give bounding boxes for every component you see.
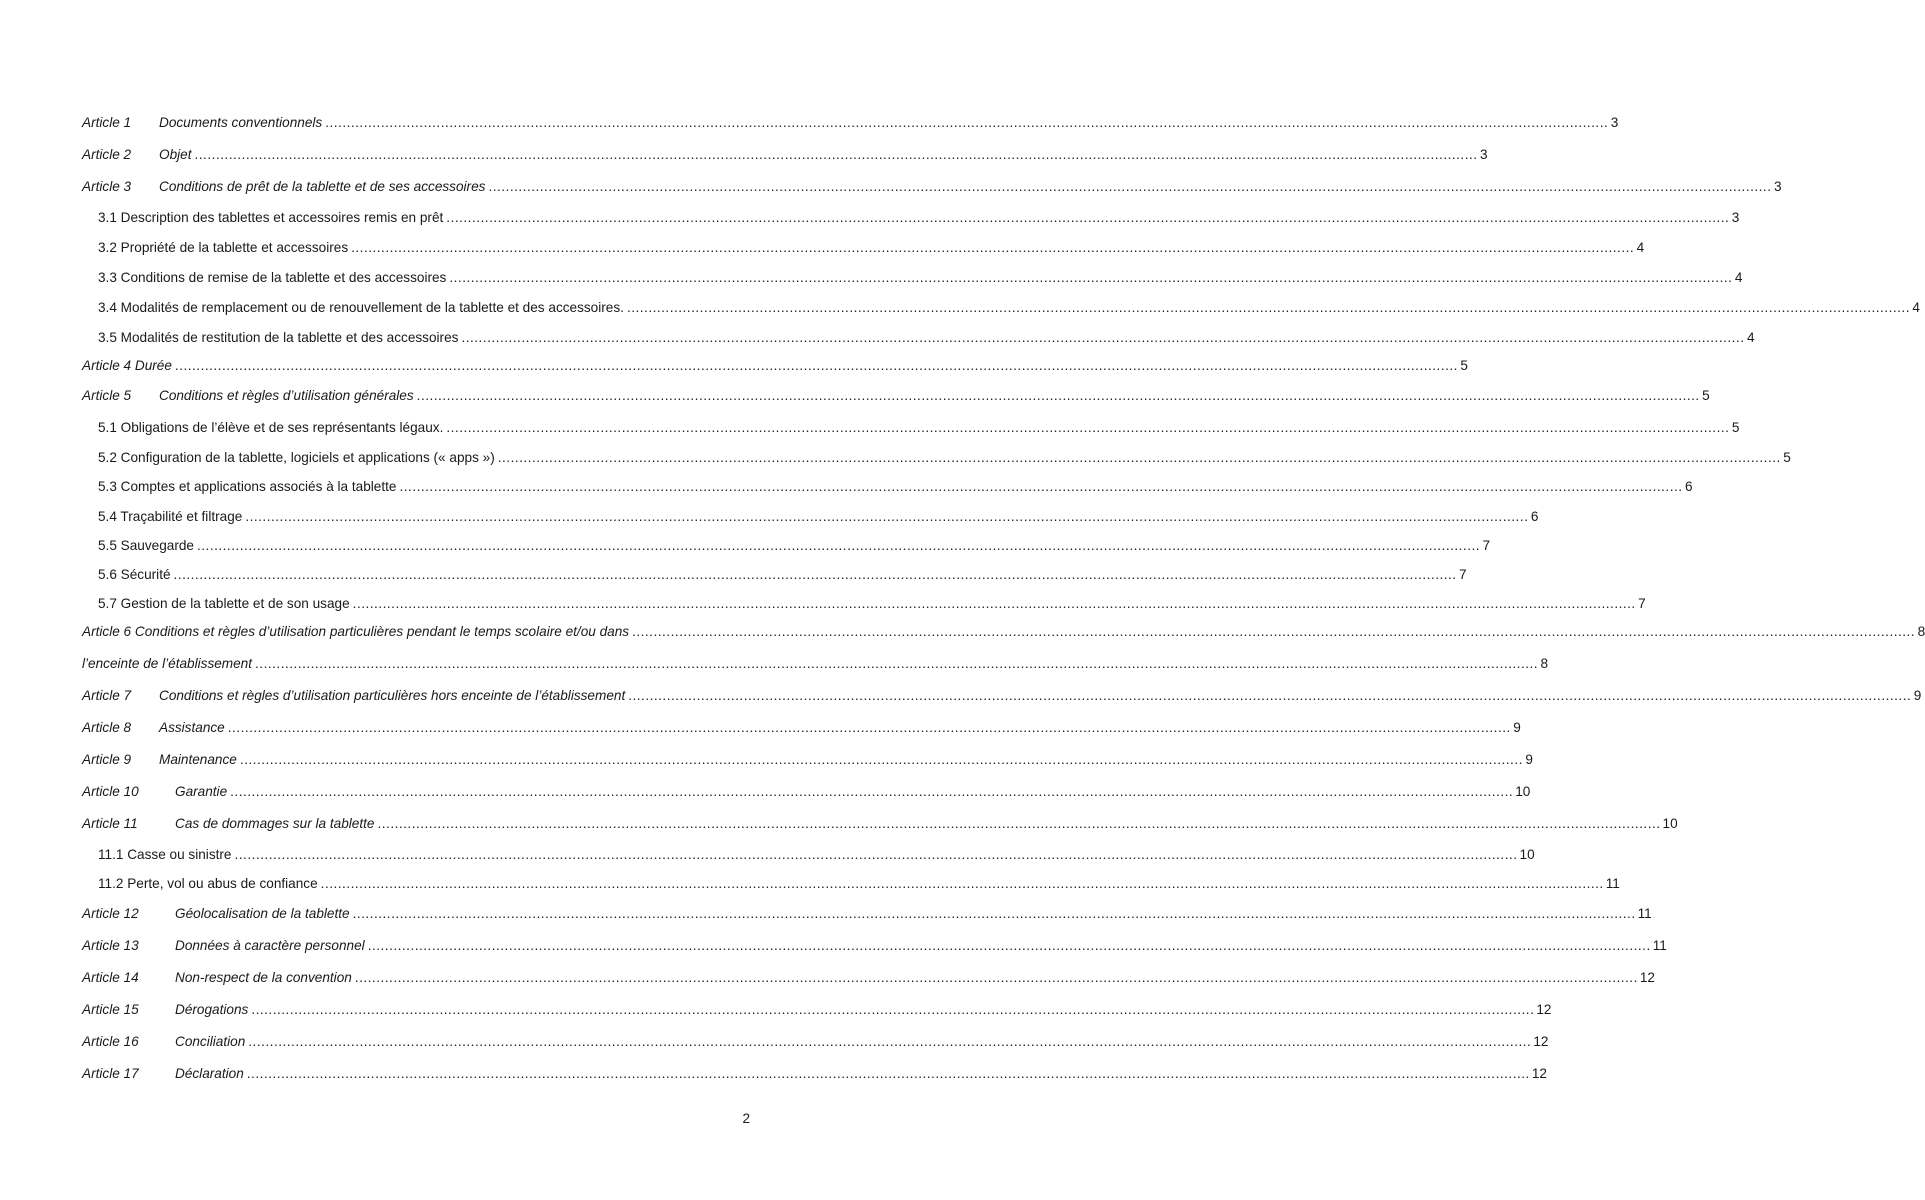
toc-entry-title: 5.6 Sécurité xyxy=(98,567,171,582)
toc-page-number: 5 xyxy=(1731,420,1740,435)
dot-leader: ............................................................................................................................................................................................................................................................................................................ xyxy=(399,479,1683,494)
dot-leader: ............................................................................................................................................................................................................................................................................................................ xyxy=(626,300,1910,315)
toc-page-number: 10 xyxy=(1515,784,1531,799)
toc-article-number: Article 5 xyxy=(82,388,132,403)
toc-article-entry[interactable] xyxy=(82,1032,1549,1052)
toc-page-number: 10 xyxy=(1519,847,1535,862)
dot-leader: ............................................................................................................................................................................................................................................................................................................ xyxy=(377,816,1661,831)
toc-entry-title: 11.2 Perte, vol ou abus de confiance xyxy=(98,876,318,891)
toc-entry-title: 5.5 Sauvegarde xyxy=(98,538,194,553)
toc-article-number: Article 9 xyxy=(82,752,132,767)
toc-entry-title: Article 4 Durée xyxy=(82,358,172,373)
dot-leader: ............................................................................................................................................................................................................................................................................................................ xyxy=(352,906,1636,921)
toc-article-number: Article 12 xyxy=(82,906,139,921)
toc-page-number: 5 xyxy=(1783,450,1791,465)
toc-page-number: 6 xyxy=(1684,479,1693,494)
dot-leader: ............................................................................................................................................................................................................................................................................................................ xyxy=(173,567,1457,582)
dot-leader: ............................................................................................................................................................................................................................................................................................................ xyxy=(239,752,1523,767)
dot-leader: ............................................................................................................................................................................................................................................................................................................ xyxy=(354,970,1638,985)
toc-page-number: 9 xyxy=(1913,688,1922,703)
toc-page-number: 3 xyxy=(1610,115,1619,130)
dot-leader: ............................................................................................................................................................................................................................................................................................................ xyxy=(194,147,1478,162)
toc-page-number: 7 xyxy=(1482,538,1491,553)
toc-page-number: 11 xyxy=(1605,876,1620,891)
dot-leader: ............................................................................................................................................................................................................................................................................................................ xyxy=(446,210,1730,225)
toc-entry-title: Non-respect de la convention xyxy=(175,970,352,985)
toc-entry-title: 11.1 Casse ou sinistre xyxy=(98,847,232,862)
toc-entry-title: Déclaration xyxy=(175,1066,244,1081)
dot-leader: ............................................................................................................................................................................................................................................................................................................ xyxy=(352,596,1636,611)
dot-leader: ............................................................................................................................................................................................................................................................................................................ xyxy=(449,270,1733,285)
toc-page-number: 4 xyxy=(1912,300,1920,315)
toc-article-entry[interactable] xyxy=(82,386,1710,406)
dot-leader: ............................................................................................................................................................................................................................................................................................................ xyxy=(488,179,1772,194)
toc-page-number: 6 xyxy=(1530,509,1539,524)
toc-entry-title: Maintenance xyxy=(159,752,237,767)
toc-entry-title: Conciliation xyxy=(175,1034,246,1049)
toc-article-entry[interactable] xyxy=(82,1064,1547,1084)
toc-section-entry[interactable] xyxy=(98,328,1755,348)
dot-leader: ............................................................................................................................................................................................................................................................................................................ xyxy=(197,538,1481,553)
toc-page-number: 3 xyxy=(1731,210,1740,225)
dot-leader: ............................................................................................................................................................................................................................................................................................................ xyxy=(497,450,1781,465)
toc-article-entry[interactable] xyxy=(82,968,1655,988)
toc-page-number: 12 xyxy=(1533,1034,1549,1049)
toc-section-entry[interactable] xyxy=(98,565,1467,585)
toc-page-number: 5 xyxy=(1460,358,1468,373)
toc-article-entry[interactable] xyxy=(82,113,1619,133)
toc-section-entry[interactable] xyxy=(98,298,1920,318)
toc-article-entry[interactable] xyxy=(82,718,1521,738)
toc-article-number: Article 16 xyxy=(82,1034,139,1049)
toc-entry-title: Conditions et règles d’utilisation générales xyxy=(159,388,414,403)
toc-page-number: 10 xyxy=(1662,816,1678,831)
dot-leader: ............................................................................................................................................................................................................................................................................................................ xyxy=(351,240,1635,255)
toc-entry-title: Assistance xyxy=(159,720,225,735)
toc-article-number: Article 14 xyxy=(82,970,139,985)
dot-leader: ............................................................................................................................................................................................................................................................................................................ xyxy=(246,1066,1530,1081)
toc-article-entry[interactable] xyxy=(82,1000,1552,1020)
toc-article-number: Article 1 xyxy=(82,115,132,130)
toc-article-entry[interactable] xyxy=(82,654,1549,674)
toc-page-number: 4 xyxy=(1636,240,1645,255)
toc-entry-title: 3.1 Description des tablettes et accessoires remis en prêt xyxy=(98,210,444,225)
toc-article-number: Article 10 xyxy=(82,784,139,799)
toc-page-number: 4 xyxy=(1734,270,1743,285)
toc-entry-title: 5.3 Comptes et applications associés à la tablette xyxy=(98,479,397,494)
toc-article-entry[interactable] xyxy=(82,622,1925,642)
toc-article-entry[interactable] xyxy=(82,177,1782,197)
toc-section-entry[interactable] xyxy=(98,594,1646,614)
toc-entry-title: Données à caractère personnel xyxy=(175,938,365,953)
toc-entry-title: l’enceinte de l’établissement xyxy=(82,656,253,671)
toc-page-number: 7 xyxy=(1459,567,1467,582)
toc-section-entry[interactable] xyxy=(98,874,1620,894)
toc-page-number: 11 xyxy=(1637,906,1652,921)
toc-section-entry[interactable] xyxy=(98,238,1645,258)
toc-entry-title: 5.7 Gestion de la tablette et de son usage xyxy=(98,596,350,611)
toc-entry-title: 3.2 Propriété de la tablette et accessoires xyxy=(98,240,349,255)
toc-article-number: Article 11 xyxy=(82,816,138,831)
toc-entry-title: 5.1 Obligations de l’élève et de ses représentants légaux. xyxy=(98,420,444,435)
toc-section-entry[interactable] xyxy=(98,477,1693,497)
toc-article-number: Article 15 xyxy=(82,1002,139,1017)
toc-article-number: Article 2 xyxy=(82,147,132,162)
toc-section-entry[interactable] xyxy=(98,208,1740,228)
toc-article-number: Article 13 xyxy=(82,938,139,953)
toc-article-entry[interactable] xyxy=(82,686,1922,706)
toc-entry-title: Garantie xyxy=(175,784,228,799)
dot-leader: ............................................................................................................................................................................................................................................................................................................ xyxy=(446,420,1730,435)
toc-entry-title: Conditions et règles d’utilisation particulières hors enceinte de l’établissement xyxy=(159,688,626,703)
toc-entry-title: Objet xyxy=(159,147,192,162)
toc-article-entry[interactable] xyxy=(82,750,1533,770)
toc-entry-title: 3.4 Modalités de remplacement ou de renouvellement de la tablette et des accessoires. xyxy=(98,300,624,315)
toc-entry-title: Conditions de prêt de la tablette et de ses accessoires xyxy=(159,179,486,194)
dot-leader: ............................................................................................................................................................................................................................................................................................................ xyxy=(320,876,1604,891)
toc-section-entry[interactable] xyxy=(98,268,1743,288)
dot-leader: ............................................................................................................................................................................................................................................................................................................ xyxy=(255,656,1539,671)
toc-page-number: 11 xyxy=(1652,938,1667,953)
toc-page-number: 12 xyxy=(1536,1002,1552,1017)
toc-section-entry[interactable] xyxy=(98,448,1791,468)
dot-leader: ............................................................................................................................................................................................................................................................................................................ xyxy=(628,688,1912,703)
toc-entry-title: 3.5 Modalités de restitution de la tablette et des accessoires xyxy=(98,330,459,345)
dot-leader: ............................................................................................................................................................................................................................................................................................................ xyxy=(174,358,1458,373)
toc-article-entry[interactable] xyxy=(82,356,1468,376)
toc-article-number: Article 8 xyxy=(82,720,132,735)
toc-entry-title: Cas de dommages sur la tablette xyxy=(175,816,375,831)
toc-page-number: 8 xyxy=(1917,624,1925,639)
toc-entry-title: Article 6 Conditions et règles d’utilisation particulières pendant le temps scolaire et/ou dans xyxy=(82,624,630,639)
toc-article-entry[interactable] xyxy=(82,814,1678,834)
dot-leader: ............................................................................................................................................................................................................................................................................................................ xyxy=(245,509,1529,524)
toc-page-number: 4 xyxy=(1746,330,1755,345)
toc-article-number: Article 17 xyxy=(82,1066,139,1081)
dot-leader: ............................................................................................................................................................................................................................................................................................................ xyxy=(234,847,1518,862)
dot-leader: ............................................................................................................................................................................................................................................................................................................ xyxy=(461,330,1745,345)
toc-page-number: 7 xyxy=(1638,596,1646,611)
toc-entry-title: Documents conventionnels xyxy=(159,115,323,130)
toc-entry-title: Géolocalisation de la tablette xyxy=(175,906,350,921)
toc-page-number: 12 xyxy=(1531,1066,1547,1081)
toc-page-number: 3 xyxy=(1479,147,1488,162)
toc-page-number: 12 xyxy=(1639,970,1655,985)
dot-leader: ............................................................................................................................................................................................................................................................................................................ xyxy=(416,388,1700,403)
toc-section-entry[interactable] xyxy=(98,845,1535,865)
dot-leader: ............................................................................................................................................................................................................................................................................................................ xyxy=(632,624,1916,639)
dot-leader: ............................................................................................................................................................................................................................................................................................................ xyxy=(325,115,1609,130)
toc-page-number: 9 xyxy=(1525,752,1533,767)
toc-entry-title: 3.3 Conditions de remise de la tablette et des accessoires xyxy=(98,270,447,285)
toc-page-number: 5 xyxy=(1702,388,1710,403)
dot-leader: ............................................................................................................................................................................................................................................................................................................ xyxy=(230,784,1514,799)
toc-article-entry[interactable] xyxy=(82,782,1531,802)
dot-leader: ............................................................................................................................................................................................................................................................................................................ xyxy=(367,938,1651,953)
toc-page-number: 3 xyxy=(1773,179,1782,194)
toc-article-entry[interactable] xyxy=(82,145,1488,165)
dot-leader: ............................................................................................................................................................................................................................................................................................................ xyxy=(227,720,1511,735)
toc-section-entry[interactable] xyxy=(98,418,1740,438)
toc-entry-title: 5.2 Configuration de la tablette, logiciels et applications (« apps ») xyxy=(98,450,495,465)
toc-article-entry[interactable] xyxy=(82,936,1667,956)
dot-leader: ............................................................................................................................................................................................................................................................................................................ xyxy=(248,1034,1532,1049)
toc-section-entry[interactable] xyxy=(98,536,1491,556)
page-number: 2 xyxy=(742,1111,750,1126)
toc-article-entry[interactable] xyxy=(82,904,1652,924)
toc-section-entry[interactable] xyxy=(98,507,1539,527)
toc-article-number: Article 3 xyxy=(82,179,132,194)
toc-entry-title: Dérogations xyxy=(175,1002,249,1017)
toc-entry-title: 5.4 Traçabilité et filtrage xyxy=(98,509,243,524)
toc-article-number: Article 7 xyxy=(82,688,132,703)
toc-page-number: 8 xyxy=(1540,656,1549,671)
toc-page-number: 9 xyxy=(1513,720,1521,735)
dot-leader: ............................................................................................................................................................................................................................................................................................................ xyxy=(251,1002,1535,1017)
